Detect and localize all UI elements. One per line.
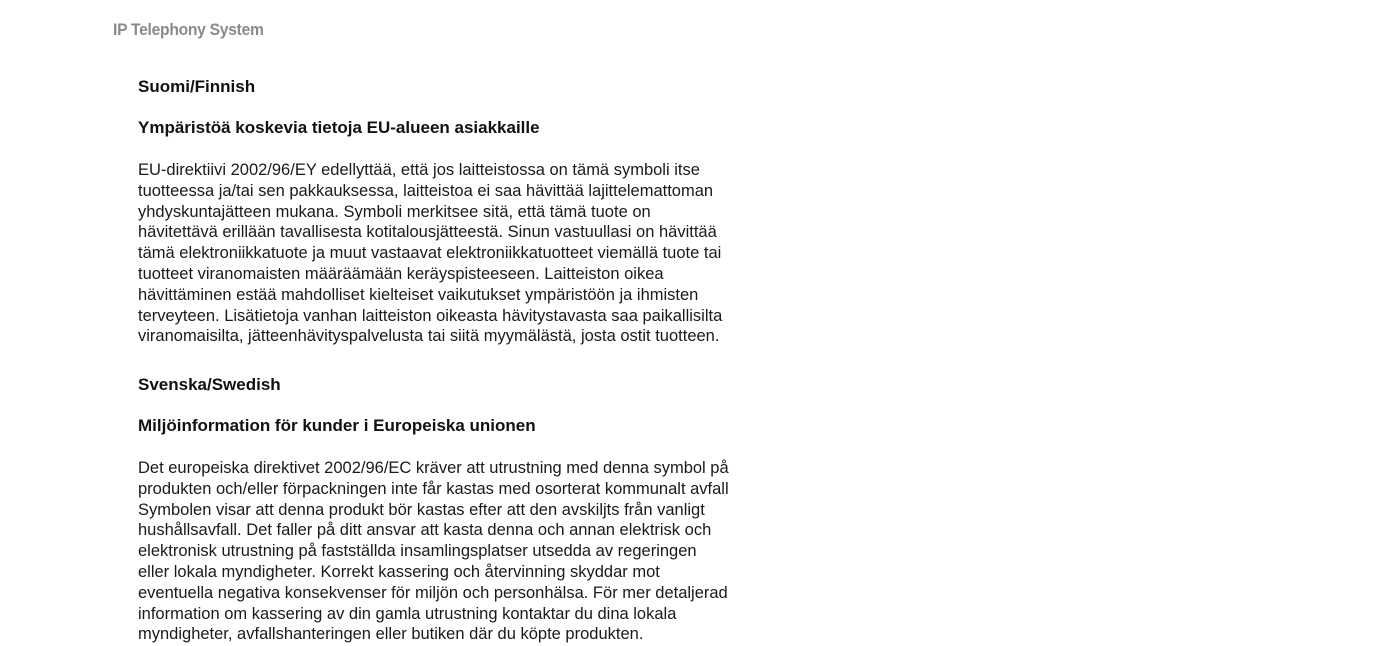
paragraph-line: terveyteen. Lisätietoja vanhan laitteiston oikeasta hävitystavasta saa paikallisilta bbox=[138, 306, 723, 325]
paragraph-line: hushållsavfall. Det faller på ditt ansvar att kasta denna och annan elektrisk och bbox=[138, 521, 712, 540]
paragraph-line: eventuella negativa konsekvenser för miljön och personhälsa. För mer detaljerad bbox=[138, 583, 728, 602]
paragraph-line: tuotteessa ja/tai sen pakkauksessa, laitteistoa ei saa hävittää lajittelemattoman bbox=[138, 181, 714, 200]
paragraph-line: Det europeiska direktivet 2002/96/EC kräver att utrustning med denna symbol på bbox=[138, 459, 729, 477]
paragraph-line: tuotteet viranomaisten määräämään keräyspisteeseen. Laitteiston oikea bbox=[138, 264, 664, 283]
section-heading-swedish: Miljöinformation för kunder i Europeiska unionen bbox=[138, 416, 536, 435]
paragraph-line: produkten och/eller förpackningen inte får kastas med osorterat kommunalt avfall bbox=[138, 479, 729, 498]
paragraph-line: eller lokala myndigheter. Korrekt kassering och återvinning skyddar mot bbox=[138, 562, 660, 581]
paragraph-line: Symbolen visar att denna produkt bör kastas efter att den avskiljts från vanligt bbox=[138, 500, 705, 519]
paragraph-line: viranomaisilta, jätteenhävityspalvelusta tai siitä myymälästä, josta ostit tuotteen. bbox=[138, 327, 720, 346]
section-heading-finnish: Ympäristöä koskevia tietoja EU-alueen asiakkaille bbox=[138, 118, 540, 137]
page-header-title: IP Telephony System bbox=[113, 20, 264, 39]
language-title-finnish: Suomi/Finnish bbox=[138, 77, 256, 96]
paragraph-line: yhdyskuntajätteen mukana. Symboli merkitsee sitä, että tämä tuote on bbox=[138, 202, 651, 221]
paragraph-line: hävitettävä erillään tavallisesta kotitalousjätteestä. Sinun vastuullasi on hävittää bbox=[138, 223, 717, 242]
paragraph-line: myndigheter, avfallshanteringen eller butiken där du köpte produkten. bbox=[138, 625, 644, 644]
paragraph-line: EU-direktiivi 2002/96/EY edellyttää, että jos laitteistossa on tämä symboli itse bbox=[138, 161, 700, 179]
paragraph-line: elektronisk utrustning på fastställda insamlingsplatser utsedda av regeringen bbox=[138, 542, 697, 561]
paragraph-line: hävittäminen estää mahdolliset kielteiset vaikutukset ympäristöön ja ihmisten bbox=[138, 285, 699, 304]
body-paragraph-finnish bbox=[138, 160, 722, 347]
language-title-swedish: Svenska/Swedish bbox=[138, 375, 281, 394]
body-paragraph-swedish bbox=[138, 458, 729, 645]
paragraph-line: tämä elektroniikkatuote ja muut vastaavat elektroniikkatuotteet viemällä tuote tai bbox=[138, 244, 722, 263]
paragraph-line: information om kassering av din gamla utrustning kontaktar du dina lokala bbox=[138, 604, 677, 623]
